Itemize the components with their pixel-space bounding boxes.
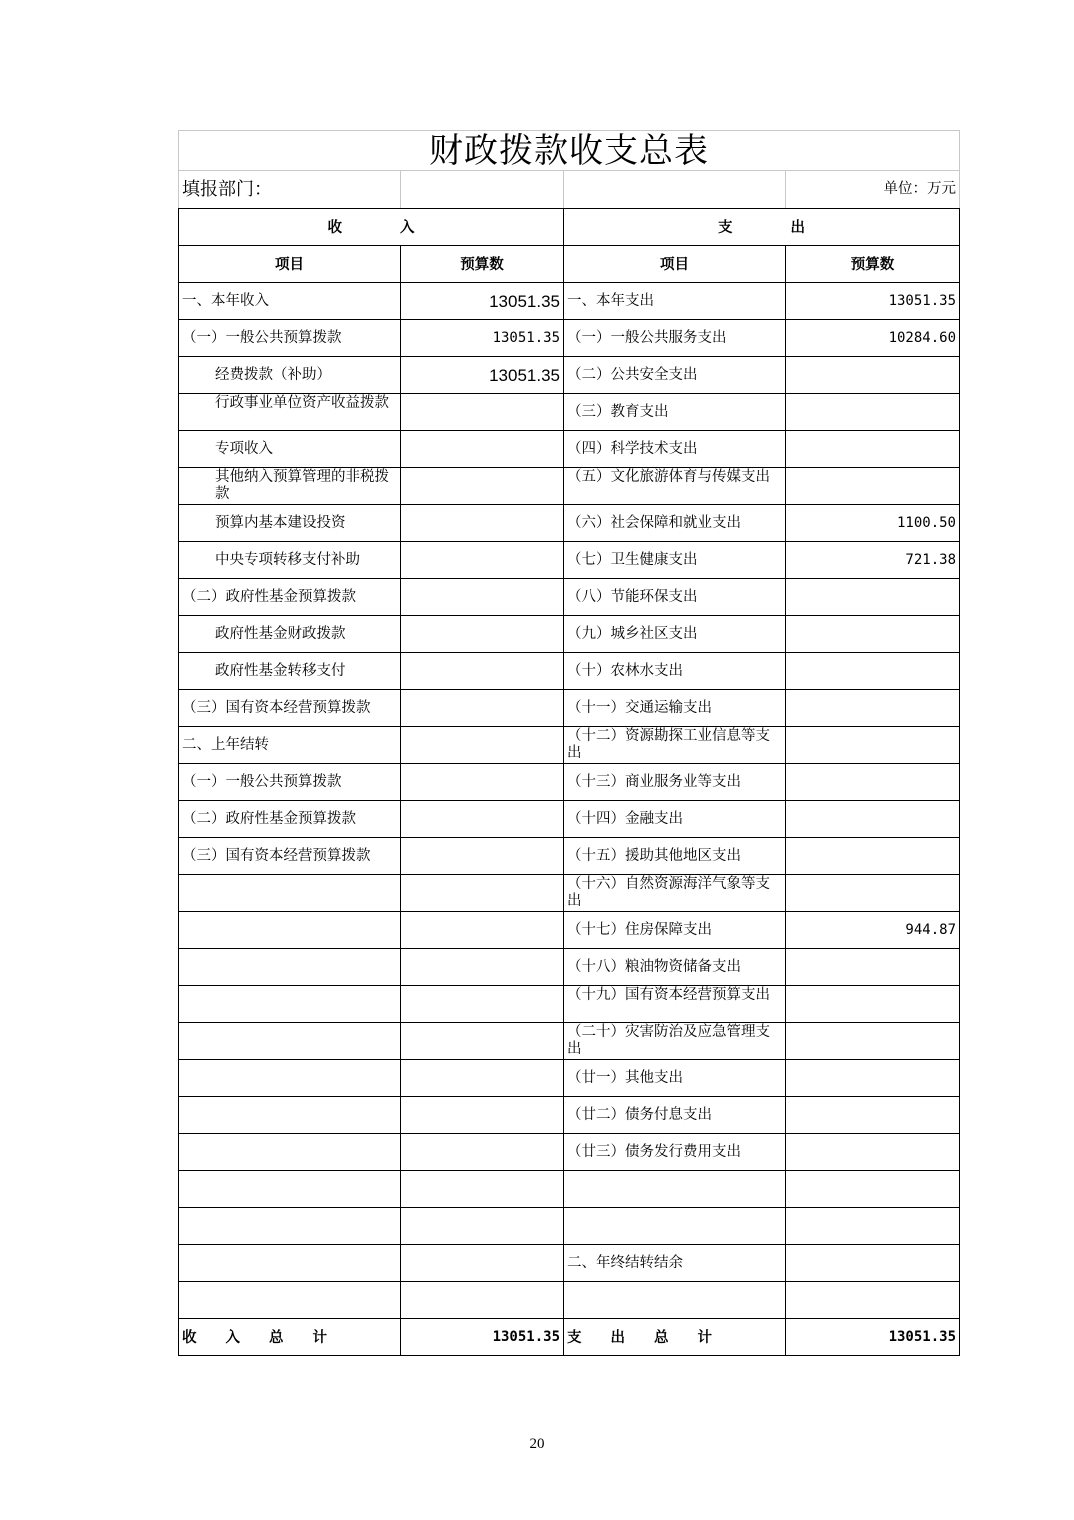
income-value	[401, 1171, 564, 1208]
income-value	[401, 1097, 564, 1134]
income-item: 一、本年收入	[179, 283, 401, 320]
expense-value	[786, 431, 960, 468]
expense-item: （十四）金融支出	[564, 801, 786, 838]
income-item: 政府性基金财政拨款	[179, 616, 401, 653]
table-row	[179, 727, 960, 764]
expense-item: （廿三）债务发行费用支出	[564, 1134, 786, 1171]
income-item	[179, 1245, 401, 1282]
income-value	[401, 1282, 564, 1319]
table-row	[179, 1282, 960, 1319]
table-row	[179, 1171, 960, 1208]
expense-value	[786, 727, 960, 764]
table-row	[179, 1134, 960, 1171]
income-value: 13051.35	[401, 283, 564, 320]
income-value	[401, 801, 564, 838]
income-item: （二）政府性基金预算拨款	[179, 801, 401, 838]
expense-value	[786, 1282, 960, 1319]
title-row	[179, 131, 960, 171]
income-value	[401, 431, 564, 468]
income-value	[401, 1208, 564, 1245]
expense-item: （十）农林水支出	[564, 653, 786, 690]
income-value	[401, 764, 564, 801]
income-item	[179, 1060, 401, 1097]
income-value	[401, 912, 564, 949]
table-row	[179, 431, 960, 468]
income-value	[401, 986, 564, 1023]
expense-value	[786, 1245, 960, 1282]
income-item: 二、上年结转	[179, 727, 401, 764]
total-row	[179, 1319, 960, 1356]
income-value	[401, 1023, 564, 1060]
expense-value	[786, 616, 960, 653]
income-item	[179, 949, 401, 986]
table-row	[179, 394, 960, 431]
expense-value	[786, 1171, 960, 1208]
table-row	[179, 320, 960, 357]
table-row	[179, 690, 960, 727]
meta-row	[179, 171, 960, 209]
income-value	[401, 1060, 564, 1097]
expense-section-header: 支 出	[564, 209, 960, 246]
expense-value: 10284.60	[786, 320, 960, 357]
expense-item: （六）社会保障和就业支出	[564, 505, 786, 542]
income-section-header: 收 入	[179, 209, 564, 246]
income-value	[401, 1134, 564, 1171]
budget-sheet	[178, 130, 959, 1356]
income-value	[401, 468, 564, 505]
expense-value	[786, 949, 960, 986]
expense-item: （十二）资源勘探工业信息等支出	[564, 727, 786, 764]
table-row	[179, 542, 960, 579]
income-item	[179, 1097, 401, 1134]
income-item: （二）政府性基金预算拨款	[179, 579, 401, 616]
expense-item	[564, 1208, 786, 1245]
income-value	[401, 653, 564, 690]
income-value	[401, 949, 564, 986]
table-row	[179, 1023, 960, 1060]
expense-item: （十九）国有资本经营预算支出	[564, 986, 786, 1023]
income-item	[179, 1171, 401, 1208]
table-row	[179, 912, 960, 949]
expense-value: 1100.50	[786, 505, 960, 542]
expense-item: （廿二）债务付息支出	[564, 1097, 786, 1134]
table-row	[179, 579, 960, 616]
expense-value	[786, 1208, 960, 1245]
table-row	[179, 616, 960, 653]
expense-item	[564, 1282, 786, 1319]
table-row	[179, 1208, 960, 1245]
income-item: 专项收入	[179, 431, 401, 468]
income-value	[401, 690, 564, 727]
expense-value: 721.38	[786, 542, 960, 579]
income-value: 13051.35	[401, 357, 564, 394]
table-row	[179, 1097, 960, 1134]
expense-item: （廿一）其他支出	[564, 1060, 786, 1097]
income-item	[179, 875, 401, 912]
income-value	[401, 542, 564, 579]
income-item	[179, 1282, 401, 1319]
expense-total-value: 13051.35	[786, 1319, 960, 1356]
income-item-header: 项目	[179, 246, 401, 283]
expense-value	[786, 579, 960, 616]
expense-item: （一）一般公共服务支出	[564, 320, 786, 357]
income-value: 13051.35	[401, 320, 564, 357]
expense-value	[786, 1060, 960, 1097]
table-row	[179, 357, 960, 394]
expense-item: （十一）交通运输支出	[564, 690, 786, 727]
expense-value	[786, 764, 960, 801]
dept-value	[401, 171, 564, 209]
income-item: 其他纳入预算管理的非税拨款	[179, 468, 401, 505]
meta-blank	[564, 171, 786, 209]
table-row	[179, 1060, 960, 1097]
income-item: 经费拨款（补助）	[179, 357, 401, 394]
income-budget-header: 预算数	[401, 246, 564, 283]
expense-item: （十五）援助其他地区支出	[564, 838, 786, 875]
expense-item: （十七）住房保障支出	[564, 912, 786, 949]
expense-value	[786, 357, 960, 394]
income-item: 行政事业单位资产收益拨款	[179, 394, 401, 431]
income-item: 预算内基本建设投资	[179, 505, 401, 542]
expense-total-label: 支 出 总 计	[564, 1319, 786, 1356]
income-total-label: 收 入 总 计	[179, 1319, 401, 1356]
expense-item: （二十）灾害防治及应急管理支出	[564, 1023, 786, 1060]
expense-value	[786, 838, 960, 875]
expense-value	[786, 394, 960, 431]
table-row	[179, 764, 960, 801]
fiscal-appropriation-table	[178, 130, 960, 1356]
expense-value: 944.87	[786, 912, 960, 949]
expense-budget-header: 预算数	[786, 246, 960, 283]
expense-item: （三）教育支出	[564, 394, 786, 431]
table-row	[179, 505, 960, 542]
income-value	[401, 727, 564, 764]
dept-label: 填报部门：	[179, 171, 401, 209]
unit-label: 单位：万元	[786, 171, 960, 209]
expense-item: 二、年终结转结余	[564, 1245, 786, 1282]
expense-item-header: 项目	[564, 246, 786, 283]
income-item: （三）国有资本经营预算拨款	[179, 838, 401, 875]
expense-item: （四）科学技术支出	[564, 431, 786, 468]
income-item	[179, 1023, 401, 1060]
table-row	[179, 468, 960, 505]
table-row	[179, 283, 960, 320]
income-value	[401, 1245, 564, 1282]
page-number: 20	[529, 1436, 545, 1452]
table-row	[179, 653, 960, 690]
income-item: （一）一般公共预算拨款	[179, 764, 401, 801]
income-total-value: 13051.35	[401, 1319, 564, 1356]
income-value	[401, 616, 564, 653]
expense-value	[786, 1023, 960, 1060]
income-item	[179, 912, 401, 949]
table-row	[179, 949, 960, 986]
table-row	[179, 875, 960, 912]
expense-value: 13051.35	[786, 283, 960, 320]
expense-item: （九）城乡社区支出	[564, 616, 786, 653]
expense-item: （十八）粮油物资储备支出	[564, 949, 786, 986]
expense-value	[786, 801, 960, 838]
column-header-row	[179, 246, 960, 283]
income-item: （三）国有资本经营预算拨款	[179, 690, 401, 727]
income-item: 中央专项转移支付补助	[179, 542, 401, 579]
expense-item: （十三）商业服务业等支出	[564, 764, 786, 801]
income-item: （一）一般公共预算拨款	[179, 320, 401, 357]
section-header-row	[179, 209, 960, 246]
income-value	[401, 838, 564, 875]
expense-item: （五）文化旅游体育与传媒支出	[564, 468, 786, 505]
expense-item	[564, 1171, 786, 1208]
income-item: 政府性基金转移支付	[179, 653, 401, 690]
expense-value	[786, 1134, 960, 1171]
income-value	[401, 505, 564, 542]
expense-value	[786, 690, 960, 727]
income-item	[179, 986, 401, 1023]
expense-item: （二）公共安全支出	[564, 357, 786, 394]
expense-value	[786, 986, 960, 1023]
income-value	[401, 579, 564, 616]
table-title: 财政拨款收支总表	[179, 131, 960, 171]
expense-item: （七）卫生健康支出	[564, 542, 786, 579]
income-value	[401, 394, 564, 431]
expense-value	[786, 875, 960, 912]
expense-item: （十六）自然资源海洋气象等支出	[564, 875, 786, 912]
expense-value	[786, 653, 960, 690]
expense-value	[786, 1097, 960, 1134]
table-row	[179, 801, 960, 838]
expense-item: 一、本年支出	[564, 283, 786, 320]
table-row	[179, 986, 960, 1023]
table-row	[179, 838, 960, 875]
income-item	[179, 1208, 401, 1245]
income-value	[401, 875, 564, 912]
expense-item: （八）节能环保支出	[564, 579, 786, 616]
income-item	[179, 1134, 401, 1171]
table-row	[179, 1245, 960, 1282]
expense-value	[786, 468, 960, 505]
